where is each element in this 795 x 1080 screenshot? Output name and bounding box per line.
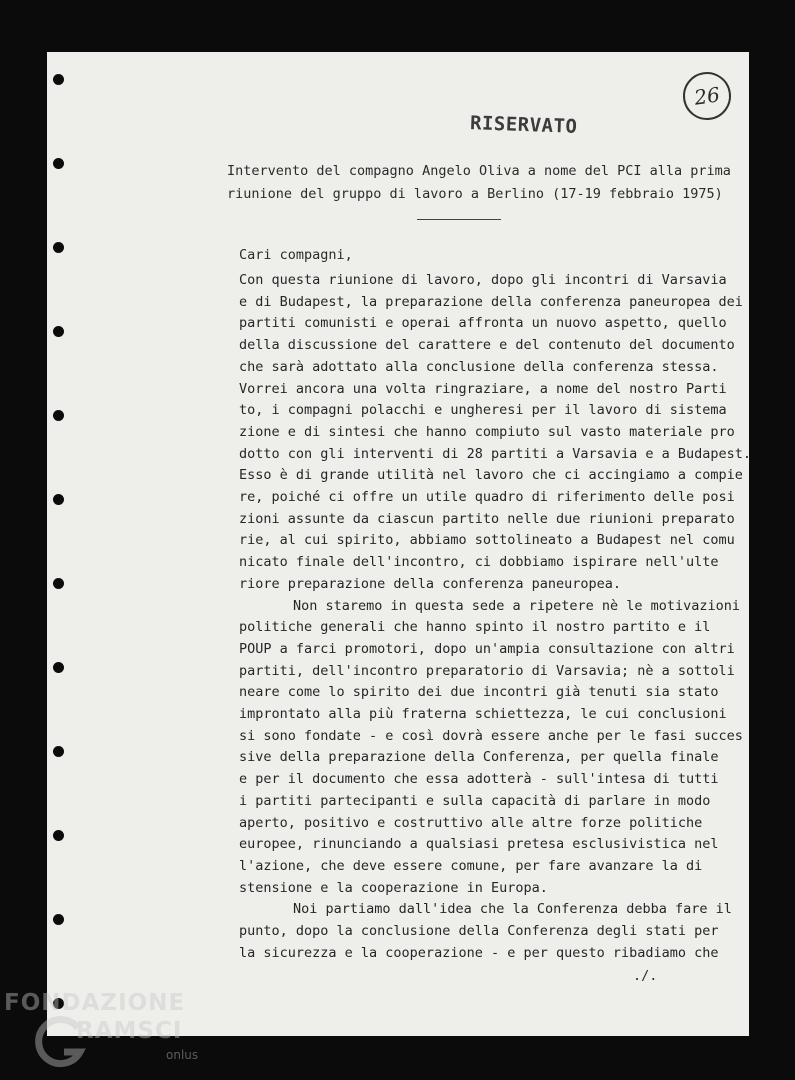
punch-hole (53, 74, 64, 85)
text-line: politiche generali che hanno spinto il nostro partito e il (239, 619, 711, 636)
text-line: la sicurezza e la cooperazione - e per questo ribadiamo che (239, 944, 719, 961)
text-line: partiti comunisti e operai affronta un nuovo aspetto, quello (239, 315, 727, 332)
punch-hole (53, 326, 64, 337)
confidential-stamp: RISERVATO (469, 112, 578, 138)
text-line: sive della preparazione della Conferenza, per quella finale (239, 749, 719, 766)
punch-hole (53, 578, 64, 589)
body-text (239, 270, 751, 965)
punch-hole (53, 830, 64, 841)
text-line: europee, rinunciando a qualsiasi pretesa esclusivistica nel (239, 836, 719, 853)
title-divider (417, 219, 501, 220)
text-line: improntato alla più fraterna schiettezza, le cui conclusioni (239, 706, 727, 723)
text-line: Non staremo in questa sede a ripetere nè le motivazioni (293, 597, 741, 614)
watermark-line2: RAMSCI (76, 1018, 183, 1044)
text-line: l'azione, che deve essere comune, per fare avanzare la di (239, 857, 703, 874)
document-title (227, 160, 731, 206)
watermark-line1: FONDAZIONE (4, 990, 186, 1016)
text-line: partiti, dell'incontro preparatorio di Varsavia; nè a sottoli (239, 662, 735, 679)
text-line: POUP a farci promotori, dopo un'ampia consultazione con altri (239, 640, 735, 657)
text-line: si sono fondate - e così dovrà essere anche per le fasi succes (239, 727, 743, 744)
text-line: che sarà adottato alla conclusione della conferenza stessa. (239, 358, 719, 375)
punch-hole (53, 242, 64, 253)
text-line: Esso è di grande utilità nel lavoro che ci accingiamo a compie (239, 467, 743, 484)
text-line: to, i compagni polacchi e ungheresi per il lavoro di sistema (239, 402, 727, 419)
title-line: riunione del gruppo di lavoro a Berlino (17-19 febbraio 1975) (227, 186, 723, 202)
punch-hole (53, 746, 64, 757)
text-line: Con questa riunione di lavoro, dopo gli incontri di Varsavia (239, 272, 727, 288)
text-line: rie, al cui spirito, abbiamo sottolineato a Budapest nel comu (239, 532, 735, 549)
title-line: Intervento del compagno Angelo Oliva a nome del PCI alla prima (227, 163, 731, 179)
salutation: Cari compagni, (239, 247, 353, 263)
text-line: zione e di sintesi che hanno compiuto sul vasto materiale pro (239, 423, 735, 440)
text-line: re, poiché ci offre un utile quadro di riferimento delle posi (239, 489, 735, 506)
text-line: stensione e la cooperazione in Europa. (239, 879, 548, 896)
text-line: della discussione del carattere e del contenuto del documento (239, 337, 735, 354)
continuation-mark: ./. (633, 968, 658, 984)
handwritten-page-number: 26 (680, 69, 734, 123)
text-line: zioni assunte da ciascun partito nelle due riunioni preparato (239, 510, 735, 527)
text-line: Noi partiamo dall'idea che la Conferenza debba fare il (293, 901, 732, 918)
text-line: dotto con gli interventi di 28 partiti a Varsavia e a Budapest. (239, 445, 752, 462)
punch-hole (53, 158, 64, 169)
watermark-sub: onlus (166, 1048, 199, 1062)
punch-hole (53, 410, 64, 421)
text-line: nicato finale dell'incontro, ci dobbiamo ispirare nell'ulte (239, 554, 719, 571)
text-line: punto, dopo la conclusione della Conferenza degli stati per (239, 923, 719, 940)
text-line: riore preparazione della conferenza paneuropea. (239, 575, 622, 592)
foundation-watermark (4, 990, 224, 1075)
text-line: neare come lo spirito dei due incontri già tenuti sia stato (239, 684, 719, 701)
text-line: aperto, positivo e costruttivo alle altre forze politiche (239, 814, 703, 831)
text-line: e di Budapest, la preparazione della conferenza paneuropea dei (239, 293, 743, 310)
punch-hole (53, 914, 64, 925)
text-line: e per il documento che essa adotterà - sull'intesa di tutti (239, 771, 719, 788)
text-line: i partiti partecipanti e sulla capacità di parlare in modo (239, 792, 711, 809)
punch-hole (53, 494, 64, 505)
punch-hole (53, 662, 64, 673)
text-line: Vorrei ancora una volta ringraziare, a nome del nostro Parti (239, 380, 727, 397)
